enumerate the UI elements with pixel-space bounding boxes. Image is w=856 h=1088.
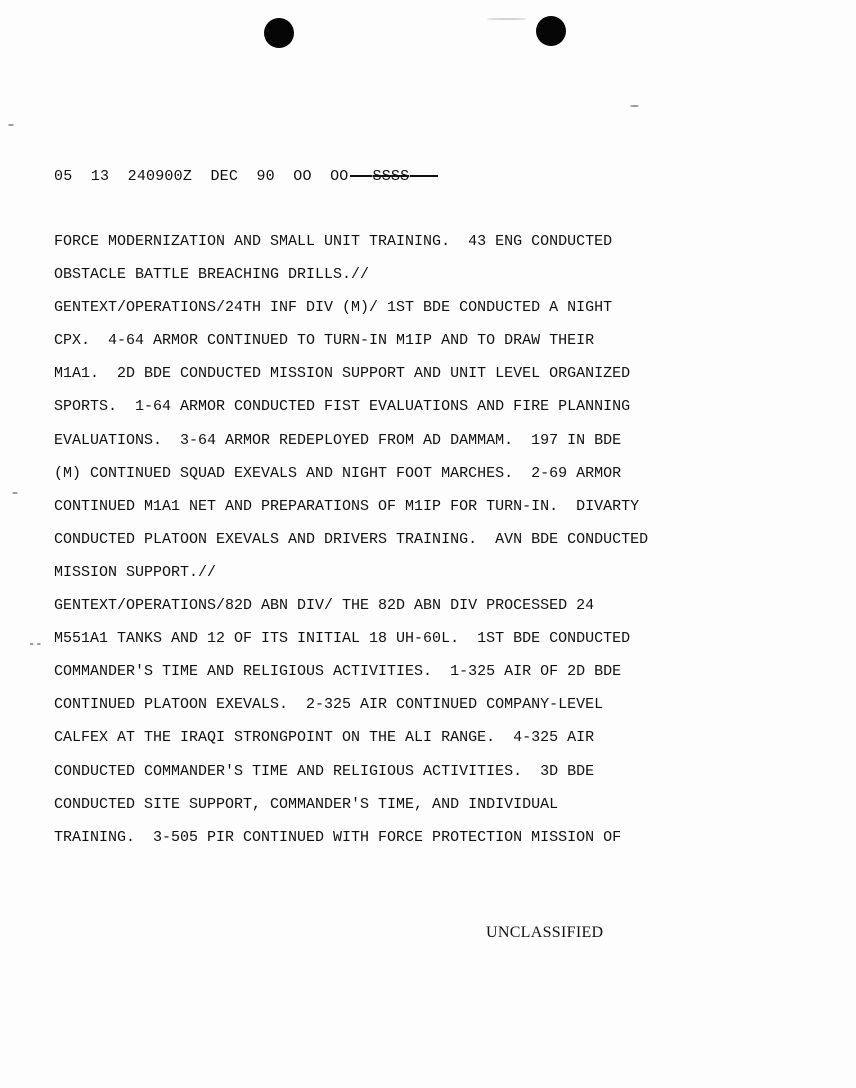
scan-speck [630, 105, 639, 107]
body-line: GENTEXT/OPERATIONS/82D ABN DIV/ THE 82D ABN DIV PROCESSED 24 [54, 597, 595, 615]
body-line: COMMANDER'S TIME AND RELIGIOUS ACTIVITIES. 1-325 AIR OF 2D BDE [54, 663, 622, 681]
body-line: SPORTS. 1-64 ARMOR CONDUCTED FIST EVALUATIONS AND FIRE PLANNING [54, 398, 631, 416]
dtg-part: 90 [256, 168, 275, 185]
strike-dash [350, 175, 372, 177]
body-line: CONTINUED M1A1 NET AND PREPARATIONS OF M1IP FOR TURN-IN. DIVARTY [54, 497, 640, 515]
punch-hole-left [264, 18, 294, 48]
body-line: M1A1. 2D BDE CONDUCTED MISSION SUPPORT AND UNIT LEVEL ORGANIZED [54, 365, 631, 383]
classification-marking: UNCLASSIFIED [486, 924, 604, 941]
scan-speck [8, 124, 14, 126]
body-line: M551A1 TANKS AND 12 OF ITS INITIAL 18 UH-60L. 1ST BDE CONDUCTED [54, 630, 631, 648]
body-line: CPX. 4-64 ARMOR CONTINUED TO TURN-IN M1IP AND TO DRAW THEIR [54, 332, 595, 350]
body-line: GENTEXT/OPERATIONS/24TH INF DIV (M)/ 1ST BDE CONDUCTED A NIGHT [54, 299, 613, 317]
dtg-part: DEC [210, 168, 239, 185]
body-line: CONDUCTED SITE SUPPORT, COMMANDER'S TIME, AND INDIVIDUAL [54, 795, 559, 813]
strike-dash [410, 175, 438, 177]
body-line: TRAINING. 3-505 PIR CONTINUED WITH FORCE PROTECTION MISSION OF [54, 828, 622, 846]
message-dtg-line [54, 168, 439, 185]
dtg-part: 240900Z [127, 168, 193, 185]
dtg-part: 05 [54, 168, 73, 185]
body-line: FORCE MODERNIZATION AND SMALL UNIT TRAINING. 43 ENG CONDUCTED [54, 233, 613, 250]
dtg-part: OO [293, 168, 312, 185]
punch-hole-right [536, 16, 566, 46]
margin-dash-mark: -- [28, 637, 43, 651]
body-line: CONDUCTED COMMANDER'S TIME AND RELIGIOUS ACTIVITIES. 3D BDE [54, 762, 595, 780]
dtg-part: 13 [90, 168, 110, 185]
body-line: (M) CONTINUED SQUAD EXEVALS AND NIGHT FOOT MARCHES. 2-69 ARMOR [54, 464, 622, 482]
message-body [54, 230, 814, 859]
body-line: CONTINUED PLATOON EXEVALS. 2-325 AIR CONTINUED COMPANY-LEVEL [54, 696, 604, 714]
scan-speck [487, 18, 527, 20]
struck-code: SSSS [372, 168, 410, 185]
dtg-part: OO [330, 168, 349, 185]
body-line: OBSTACLE BATTLE BREACHING DRILLS.// [54, 266, 370, 284]
body-line: MISSION SUPPORT.// [54, 563, 217, 581]
body-line: CONDUCTED PLATOON EXEVALS AND DRIVERS TRAINING. AVN BDE CONDUCTED [54, 530, 649, 548]
scan-speck [12, 492, 18, 494]
body-line: CALFEX AT THE IRAQI STRONGPOINT ON THE ALI RANGE. 4-325 AIR [54, 729, 595, 747]
body-line: EVALUATIONS. 3-64 ARMOR REDEPLOYED FROM AD DAMMAM. 197 IN BDE [54, 431, 622, 449]
